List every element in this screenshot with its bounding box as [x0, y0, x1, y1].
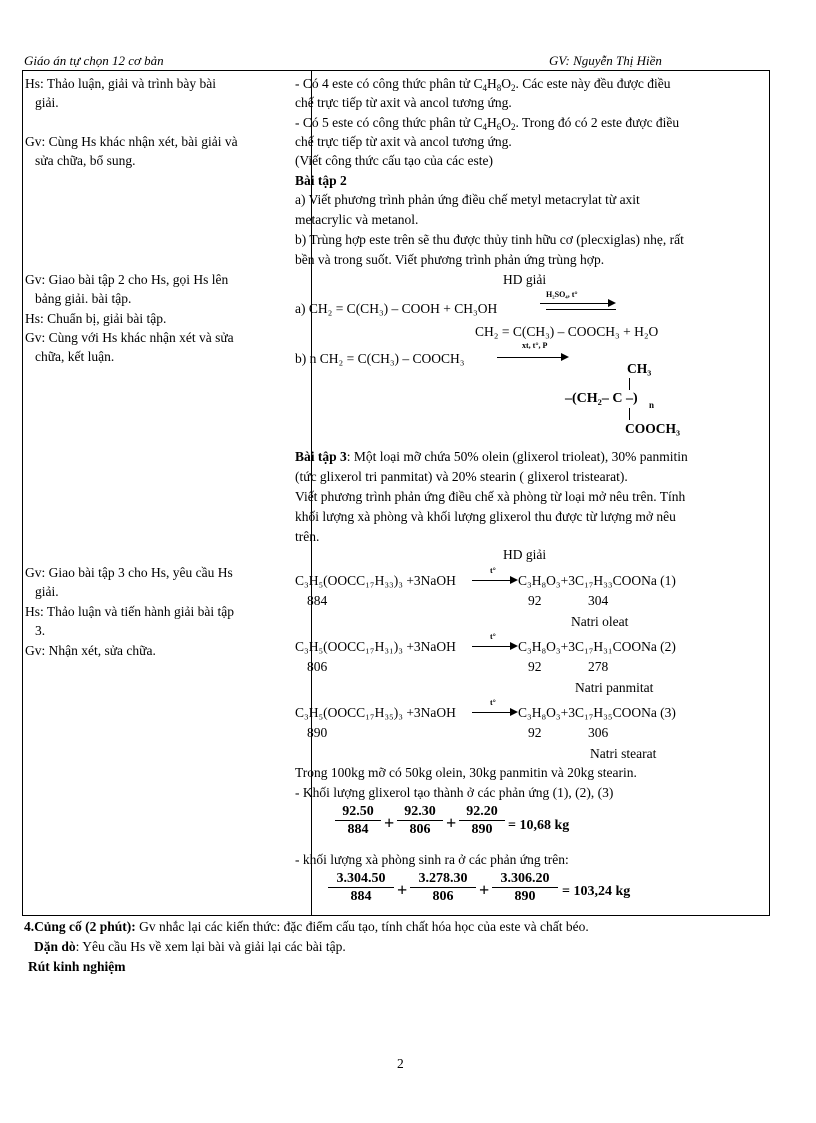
product-name: Natri panmitat — [575, 680, 654, 695]
left-line: Gv: Cùng Hs khác nhận xét, bài giải và — [25, 134, 238, 149]
fraction: $\frac{3.278.30}{806}$ — [410, 870, 476, 906]
molar-mass: 884 — [307, 593, 328, 608]
fraction: $\frac{92.50}{884}$ — [335, 803, 381, 839]
molar-mass: 92 — [528, 593, 542, 608]
soap-result: = 103,24 kg — [562, 884, 631, 899]
left-line: chữa, kết luận. — [35, 349, 115, 364]
header-left: Giáo án tự chọn 12 cơ bản — [24, 53, 164, 68]
reaction-1-right: C₃H₈O₃+3C₁₇H₃₃COONa (1) — [518, 573, 676, 588]
reaction-3-left: C₃H₅(OOCC₁₇H₃₅)₃ +3NaOH — [295, 705, 456, 720]
product-name: Natri oleat — [571, 614, 629, 629]
left-line: Hs: Thảo luận và tiến hành giải bài tập — [25, 604, 234, 619]
summary-line: - Khối lượng glixerol tạo thành ở các phản ứng (1), (2), (3) — [295, 785, 614, 800]
arrow-head — [510, 576, 518, 584]
ex2-line: bền và trong suốt. Viết phương trình phản ứng trùng hợp. — [295, 252, 605, 267]
left-line: Gv: Giao bài tập 3 cho Hs, yêu cầu Hs — [25, 565, 233, 580]
molar-mass: 304 — [588, 593, 609, 608]
reaction-arrow — [472, 580, 512, 581]
solution-heading: HD giải — [503, 547, 547, 562]
left-line: Hs: Chuẩn bị, giải bài tập. — [25, 311, 167, 326]
reaction-2-right: C₃H₈O₃+3C₁₇H₃₁COONa (2) — [518, 639, 676, 654]
equation-a-right: CH₂ = C(CH₃) – COOCH₃ + H₂O — [475, 324, 659, 339]
product-name: Natri stearat — [590, 746, 657, 761]
ex2-line: metacrylic và metanol. — [295, 212, 419, 227]
plus-sign: + — [397, 880, 408, 900]
polymer-n: n — [649, 400, 655, 410]
polymer-chain: –(CH₂– C –) — [565, 391, 638, 406]
reaction-condition: H₂SO₄, t° — [546, 290, 578, 299]
summary-line: Trong 100kg mỡ có 50kg olein, 30kg panmitin và 20kg stearin. — [295, 765, 637, 780]
molar-mass: 890 — [307, 725, 328, 740]
arrow-head — [510, 708, 518, 716]
ex3-line: (tức glixerol tri panmitat) và 20% stearin ( glixerol tristearat). — [295, 469, 628, 484]
summary-line: - khối lượng xà phòng sinh ra ở các phản ứng trên: — [295, 852, 569, 867]
left-line: giải. — [35, 95, 59, 110]
left-line: bảng giải. bài tập. — [35, 291, 132, 306]
equation-a-left: a) CH₂ = C(CH₃) – COOH + CH₃OH — [295, 301, 498, 316]
left-line: Gv: Giao bài tập 2 cho Hs, gọi Hs lên — [25, 272, 229, 287]
polymer-cooch3: COOCH₃ — [625, 421, 681, 436]
solution-heading: HD giải — [503, 272, 547, 287]
arrow-head — [561, 353, 569, 361]
ex1-line3: - Có 5 este có công thức phân tử $C_4H_6O_2$. Trong đó có 2 este được điều — [295, 115, 680, 132]
left-line: 3. — [35, 623, 46, 638]
consolidation-line: 4.Củng cố (2 phút): Gv nhắc lại các kiến thức: đặc điểm cấu tạo, tính chất hóa học của este và chất béo. — [24, 919, 589, 934]
left-line: giải. — [35, 584, 59, 599]
equation-b-left: b) n CH₂ = C(CH₃) – COOCH₃ — [295, 351, 465, 366]
ex1-line5: (Viết công thức cấu tạo của các este) — [295, 153, 494, 168]
ex2-line: b) Trùng hợp este trên sẽ thu được thủy tinh hữu cơ (plecxiglas) nhẹ, rất — [295, 232, 684, 247]
molar-mass: 306 — [588, 725, 609, 740]
reversible-arrow-top — [540, 303, 610, 304]
reaction-arrow — [497, 357, 563, 358]
molar-mass: 278 — [588, 659, 609, 674]
reaction-condition: xt, t°, P — [522, 341, 548, 350]
homework-line: Dặn dò: Yêu cầu Hs về xem lại bài và giải lại các bài tập. — [34, 939, 346, 954]
header-right: GV: Nguyễn Thị Hiền — [549, 53, 662, 68]
reflection-heading: Rút kinh nghiệm — [28, 959, 126, 974]
arrow-head — [510, 642, 518, 650]
ex3-line: trên. — [295, 529, 320, 544]
fraction: $\frac{92.30}{806}$ — [397, 803, 443, 839]
molar-mass: 92 — [528, 725, 542, 740]
ex2-line: a) Viết phương trình phản ứng điều chế metyl metacrylat từ axit — [295, 192, 640, 207]
exercise-2-title: Bài tập 2 — [295, 173, 347, 188]
reaction-1-left: C₃H₅(OOCC₁₇H₃₃)₃ +3NaOH — [295, 573, 456, 588]
polymer-ch3: CH₃ — [627, 361, 652, 376]
ex1-line2: chế trực tiếp từ axit và ancol tương ứng. — [295, 95, 512, 110]
molar-mass: 92 — [528, 659, 542, 674]
ex3-line: khối lượng xà phòng và khối lượng glixerol thu được từ lượng mở nêu — [295, 509, 676, 524]
fraction: $\frac{92.20}{890}$ — [459, 803, 505, 839]
reaction-condition: t° — [490, 566, 496, 575]
reaction-condition: t° — [490, 698, 496, 707]
glycerol-result: = 10,68 kg — [508, 818, 570, 833]
fraction: $\frac{3.304.50}{884}$ — [328, 870, 394, 906]
arrow-head — [608, 299, 616, 307]
ex1-line4: chế trực tiếp từ axit và ancol tương ứng. — [295, 134, 512, 149]
fraction: $\frac{3.306.20}{890}$ — [492, 870, 558, 906]
plus-sign: + — [384, 813, 395, 833]
page-number: 2 — [397, 1056, 404, 1071]
reaction-condition: t° — [490, 632, 496, 641]
exercise-3-line1: Bài tập 3: Một loại mỡ chứa 50% olein (glixerol trioleat), 30% panmitin — [295, 449, 688, 464]
left-line: Hs: Thảo luận, giải và trình bày bài — [25, 76, 216, 91]
molar-mass: 806 — [307, 659, 328, 674]
ex3-line: Viết phương trình phản ứng điều chế xà phòng từ loại mở nêu trên. Tính — [295, 489, 686, 504]
reaction-2-left: C₃H₅(OOCC₁₇H₃₁)₃ +3NaOH — [295, 639, 456, 654]
reaction-3-right: C₃H₈O₃+3C₁₇H₃₅COONa (3) — [518, 705, 676, 720]
left-line: Gv: Cùng với Hs khác nhận xét và sửa — [25, 330, 234, 345]
reaction-arrow — [472, 712, 512, 713]
left-line: sửa chữa, bổ sung. — [35, 153, 136, 168]
plus-sign: + — [479, 880, 490, 900]
plus-sign: + — [446, 813, 457, 833]
left-line: Gv: Nhận xét, sửa chữa. — [25, 643, 156, 658]
reversible-arrow-bottom — [546, 309, 616, 310]
ex1-line1: - Có 4 este có công thức phân tử $C_4H_8O_2$. Các este này đều được điều — [295, 76, 671, 93]
reaction-arrow — [472, 646, 512, 647]
